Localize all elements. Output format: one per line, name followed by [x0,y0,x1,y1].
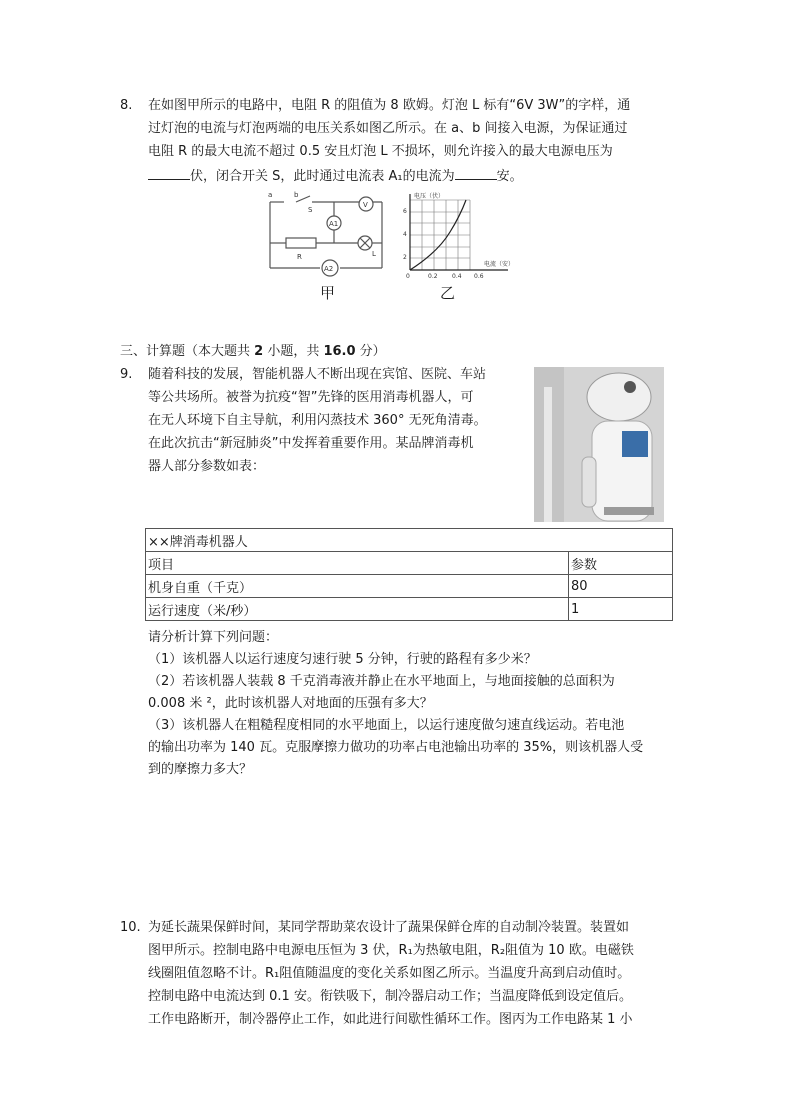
section-3-heading-mid: 小题，共 [263,344,324,359]
question-9-sub-1: （1）该机器人以运行速度匀速行驶 5 分钟，行驶的路程有多少米？ [148,652,537,667]
table-row [146,598,673,621]
question-8-number: 8. [120,98,133,113]
label-a1: A1 [329,220,339,228]
y-tick-4: 4 [403,231,407,238]
graph-yi [398,190,518,290]
table-header-param: 参数 [569,552,673,575]
section-3-heading-suffix: 分） [355,344,386,359]
x-tick-0-4: 0.4 [452,273,462,280]
question-8-line-2: 过灯泡的电流与灯泡两端的电压关系如图乙所示。在 a、b 间接入电源，为保证通过 [148,121,628,136]
question-10-line-5: 工作电路断开，制冷器停止工作，如此进行间歇性循环工作。图丙为工作电路某 1 小 [148,1012,633,1027]
y-tick-6: 6 [403,208,407,215]
table-header-row [146,552,673,575]
answer-blank-current[interactable] [455,165,497,180]
answer-blank-voltage[interactable] [148,165,190,180]
question-8-line-1: 在如图甲所示的电路中，电阻 R 的阻值为 8 欧姆。灯泡 L 标有“6V 3W”的字样，通 [148,98,631,113]
table-cell-item: 运行速度（米/秒） [146,598,569,621]
question-9-intro-4: 在此次抗击“新冠肺炎”中发挥着重要作用。某品牌消毒机 [148,436,474,451]
question-9-intro-5: 器人部分参数如表： [148,459,266,474]
table-row [146,575,673,598]
y-tick-2: 2 [403,254,407,261]
x-tick-0-6: 0.6 [474,273,484,280]
label-l: L [372,250,376,258]
question-9-sub-3-line-3: 到的摩擦力多大？ [148,762,253,777]
label-r: R [297,253,302,261]
figure-label-yi: 乙 [440,284,456,302]
question-8-line-4-part2: 安。 [496,169,523,184]
question-9-number: 9. [120,367,133,382]
question-10-line-2: 图甲所示。控制电路中电源电压恒为 3 伏，R₁为热敏电阻，R₂阻值为 10 欧。电磁铁 [148,943,634,958]
table-title: ××牌消毒机器人 [146,529,673,552]
question-8-line-4-part1: 伏，闭合开关 S，此时通过电流表 A₁的电流为 [190,169,455,184]
x-tick-0: 0 [406,273,410,280]
figure-label-jia: 甲 [320,284,336,302]
table-title-row [146,529,673,552]
question-9-intro-3: 在无人环境下自主导航，利用闪蒸技术 360° 无死角清毒。 [148,413,487,428]
question-10-number: 10. [120,920,141,935]
label-a2: A2 [324,265,334,273]
x-tick-0-2: 0.2 [428,273,438,280]
question-10-line-4: 控制电路中电流达到 0.1 安。衔铁吸下，制冷器启动工作；当温度降低到设定值后。 [148,989,632,1004]
circuit-diagram-jia [262,188,394,288]
table-cell-value: 80 [569,575,673,598]
question-10-line-3: 线圈阻值忽略不计。R₁阻值随温度的变化关系如图乙所示。当温度升高到启动值时。 [148,966,631,981]
y-axis-label: 电压（伏） [414,193,445,200]
table-cell-item: 机身自重（千克） [146,575,569,598]
section-3-total-score: 16.0 [323,344,356,359]
disinfection-robot-photo [534,367,664,522]
question-9-sub-2-line-2: 0.008 米 ²，此时该机器人对地面的压强有多大？ [148,696,433,711]
section-3-question-count: 2 [254,344,264,359]
label-s: S [308,206,313,214]
label-b: b [294,191,299,199]
robot-parameters-table [145,528,673,621]
table-header-item: 项目 [146,552,569,575]
question-8-line-4 [148,165,523,187]
section-3-heading-prefix: 三、计算题（本大题共 [120,344,255,359]
question-9-sub-3-line-1: （3）该机器人在粗糙程度相同的水平地面上，以运行速度做匀速直线运动。若电池 [148,718,625,733]
question-9-prompt: 请分析计算下列问题： [148,630,279,645]
question-8-line-3: 电阻 R 的最大电流不超过 0.5 安且灯泡 L 不损坏，则允许接入的最大电源电压为 [148,144,613,159]
question-9-intro-2: 等公共场所。被誉为抗疫“智”先锋的医用消毒机器人，可 [148,390,474,405]
question-10-line-1: 为延长蔬果保鲜时间，某同学帮助菜农设计了蔬果保鲜仓库的自动制冷装置。装置如 [148,920,630,935]
section-3-heading [120,342,386,362]
question-9-intro-1: 随着科技的发展，智能机器人不断出现在宾馆、医院、车站 [148,367,487,382]
question-9-sub-3-line-2: 的输出功率为 140 瓦。克服摩擦力做功的功率占电池输出功率的 35%，则该机器人受 [148,740,644,755]
label-v: V [363,201,368,209]
question-9-sub-2-line-1: （2）若该机器人装载 8 千克消毒液并静止在水平地面上，与地面接触的总面积为 [148,674,615,689]
label-a: a [268,191,273,199]
x-axis-label: 电流（安） [484,261,515,268]
table-cell-value: 1 [569,598,673,621]
